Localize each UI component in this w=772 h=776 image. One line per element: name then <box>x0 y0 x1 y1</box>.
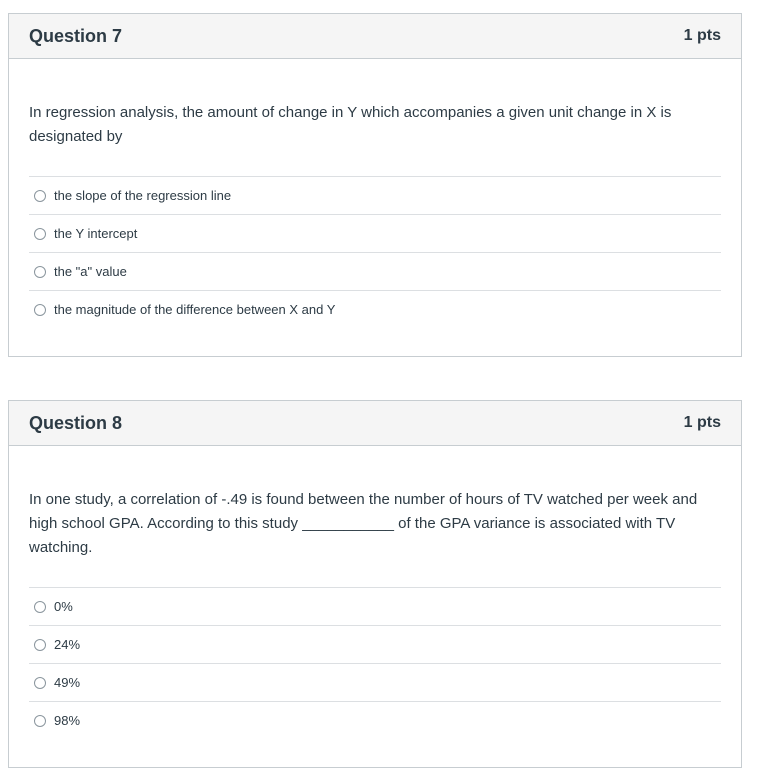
radio-button[interactable] <box>34 639 46 651</box>
question-points: 1 pts <box>683 27 721 44</box>
question-title: Question 8 <box>29 412 123 433</box>
answer-option[interactable] <box>29 253 721 291</box>
answer-option[interactable] <box>29 702 721 739</box>
radio-button[interactable] <box>34 304 46 316</box>
answer-label: 24% <box>54 637 81 652</box>
question-8-card <box>8 400 742 768</box>
answer-list <box>29 587 721 739</box>
answer-option[interactable] <box>29 215 721 253</box>
answer-label: the magnitude of the difference between X and Y <box>54 302 336 317</box>
radio-button[interactable] <box>34 228 46 240</box>
answer-option[interactable] <box>29 664 721 702</box>
answer-option[interactable] <box>29 177 721 215</box>
question-body <box>9 59 741 328</box>
answer-label: 0% <box>54 599 73 614</box>
answer-option[interactable] <box>29 626 721 664</box>
answer-option[interactable] <box>29 291 721 328</box>
question-text: In regression analysis, the amount of change in Y which accompanies a given unit change in X is designated by <box>29 104 672 145</box>
answer-label: the slope of the regression line <box>54 188 232 203</box>
question-header <box>9 401 741 446</box>
answer-list <box>29 176 721 328</box>
answer-label: 98% <box>54 713 81 728</box>
answer-label: the Y intercept <box>54 226 138 241</box>
radio-button[interactable] <box>34 715 46 727</box>
radio-button[interactable] <box>34 190 46 202</box>
question-header <box>9 14 741 59</box>
question-points: 1 pts <box>683 414 721 431</box>
question-body <box>9 446 741 739</box>
question-title: Question 7 <box>29 25 123 46</box>
answer-option[interactable] <box>29 588 721 626</box>
question-7-card <box>8 13 742 357</box>
radio-button[interactable] <box>34 266 46 278</box>
question-text: In one study, a correlation of -.49 is found between the number of hours of TV watched per week and high school GPA. According to this study ___________ of the GPA variance is associated with TV watching. <box>29 491 698 556</box>
answer-label: the "a" value <box>54 264 127 279</box>
radio-button[interactable] <box>34 677 46 689</box>
answer-label: 49% <box>54 675 81 690</box>
radio-button[interactable] <box>34 601 46 613</box>
